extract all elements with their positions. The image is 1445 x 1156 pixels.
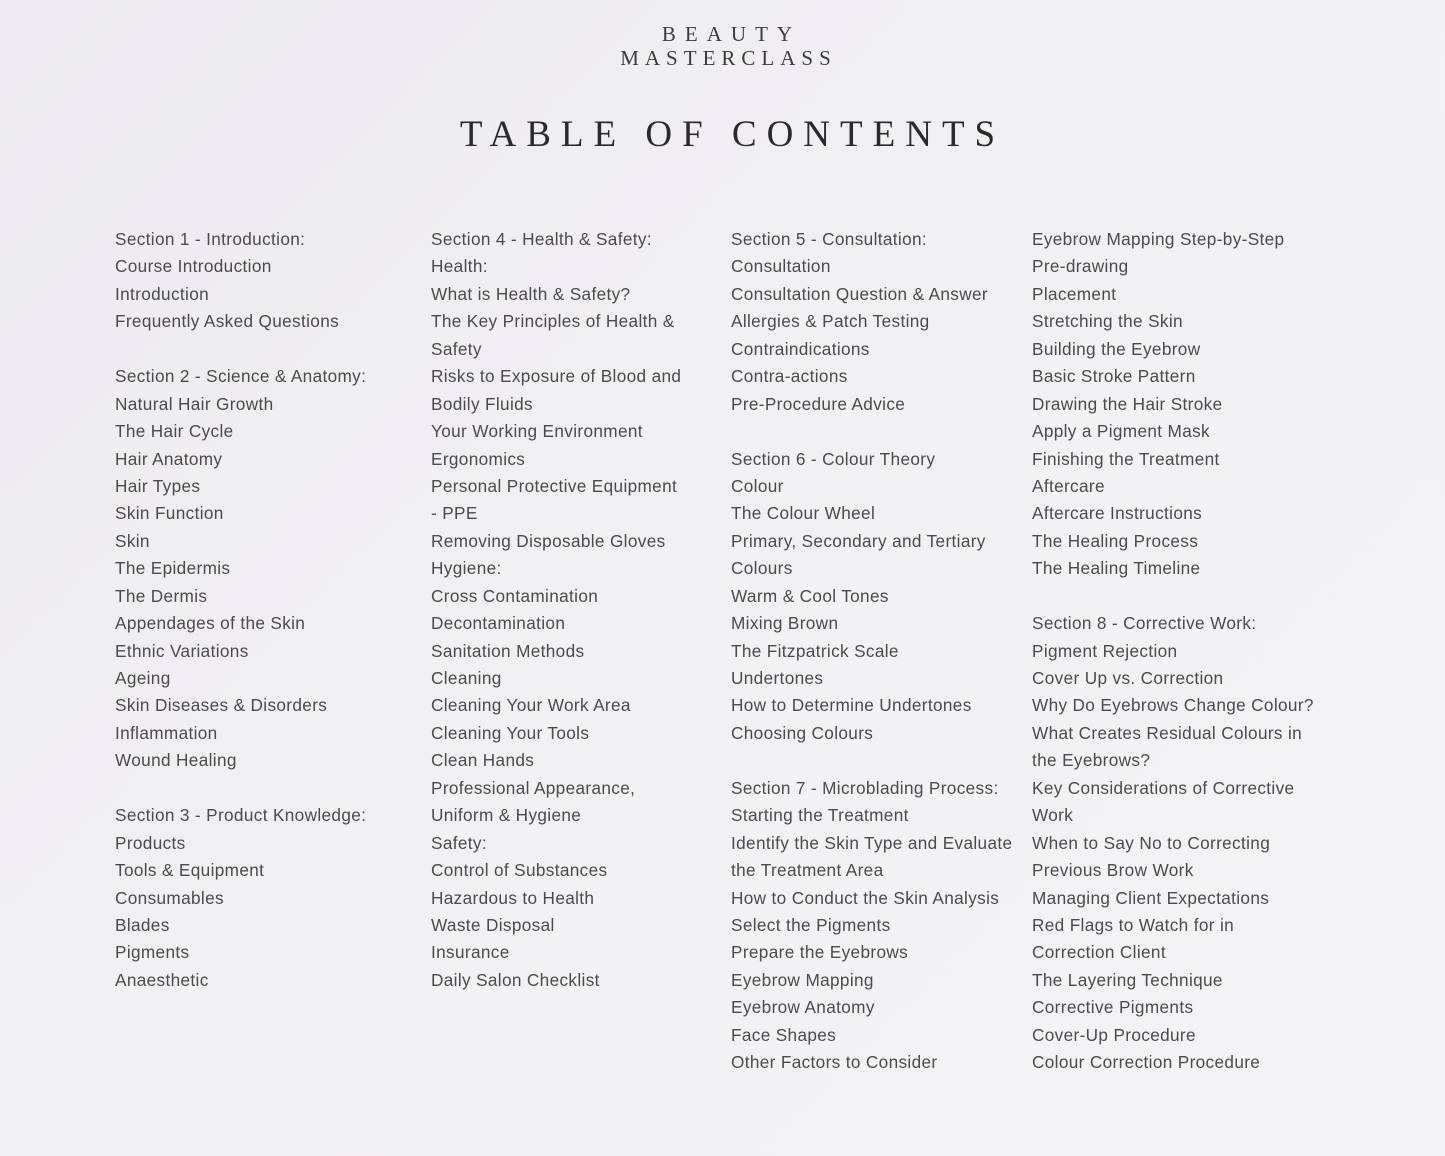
toc-entry: Eyebrow Mapping (731, 969, 874, 990)
toc-entry: Risks to Exposure of Blood and (431, 366, 682, 387)
toc-entry: Face Shapes (731, 1024, 837, 1045)
toc-entry: Eyebrow Mapping Step-by-Step (1032, 229, 1285, 249)
toc-entry: Other Factors to Consider (731, 1052, 938, 1073)
toc-entry: Choosing Colours (731, 722, 874, 743)
toc-entry: Identify the Skin Type and Evaluate (731, 832, 1013, 853)
section-spacer (115, 775, 415, 802)
toc-entry: Select the Pigments (731, 914, 891, 935)
toc-entry: Consumables (115, 887, 224, 908)
section-spacer (1032, 583, 1332, 610)
toc-entry: Health: (431, 256, 488, 277)
toc-entry: Appendages of the Skin (115, 613, 306, 634)
toc-entry: Introduction (115, 283, 210, 304)
toc-section-heading: Section 1 - Introduction: (115, 229, 306, 249)
toc-entry: Blades (115, 914, 170, 935)
toc-entry: Safety (431, 338, 482, 359)
toc-entry: Building the Eyebrow (1032, 338, 1201, 359)
toc-entry: - PPE (431, 503, 478, 524)
toc-entry: Consultation (731, 256, 831, 277)
toc-section-heading: Section 3 - Product Knowledge: (115, 805, 367, 826)
brand-name-line-1: BEAUTY (661, 22, 802, 46)
toc-entry: Apply a Pigment Mask (1032, 421, 1210, 442)
toc-entry: Warm & Cool Tones (731, 585, 889, 606)
toc-entry: Decontamination (431, 613, 566, 634)
toc-entry: Skin Function (115, 503, 224, 524)
toc-entry: Safety: (431, 832, 487, 853)
toc-entry: Work (1032, 805, 1074, 826)
toc-entry: Colour Correction Procedure (1032, 1052, 1261, 1073)
toc-section-heading: Section 5 - Consultation: (731, 229, 928, 249)
toc-entry: The Layering Technique (1032, 969, 1223, 990)
toc-section-heading: Section 8 - Corrective Work: (1032, 613, 1257, 634)
toc-entry: Managing Client Expectations (1032, 887, 1270, 908)
toc-section-heading: Section 4 - Health & Safety: (431, 229, 652, 249)
toc-entry: Pre-Procedure Advice (731, 393, 906, 414)
toc-entry: Placement (1032, 283, 1117, 304)
brand-name-line-2: MASTERCLASS (620, 46, 837, 70)
toc-entry: Cross Contamination (431, 585, 599, 606)
toc-entry: Cleaning Your Work Area (431, 695, 631, 716)
toc-entry: The Epidermis (115, 558, 231, 579)
toc-entry: When to Say No to Correcting (1032, 832, 1271, 853)
toc-entry: Contraindications (731, 338, 870, 359)
toc-entry: Cover Up vs. Correction (1032, 668, 1224, 688)
toc-entry: Hygiene: (431, 558, 502, 579)
toc-entry: Mixing Brown (731, 613, 839, 634)
toc-entry: Finishing the Treatment (1032, 448, 1220, 469)
toc-entry: Contra-actions (731, 366, 848, 387)
toc-section-heading: Section 2 - Science & Anatomy: (115, 366, 367, 387)
toc-entry: Hazardous to Health (431, 887, 595, 908)
toc-entry: Red Flags to Watch for in (1032, 914, 1235, 935)
toc-entry: The Colour Wheel (731, 503, 876, 524)
toc-entry: Aftercare Instructions (1032, 503, 1203, 524)
toc-entry: The Hair Cycle (115, 421, 234, 442)
toc-entry: Waste Disposal (431, 914, 555, 935)
toc-entry: Prepare the Eyebrows (731, 942, 909, 963)
toc-entry: Basic Stroke Pattern (1032, 366, 1196, 387)
toc-entry: Consultation Question & Answer (731, 283, 988, 304)
toc-entry: Undertones (731, 668, 824, 688)
toc-entry: the Eyebrows? (1032, 750, 1151, 771)
toc-entry: What Creates Residual Colours in (1032, 722, 1303, 743)
toc-entry: Control of Substances (431, 860, 608, 881)
toc-entry: Products (115, 832, 186, 853)
toc-column-2 (431, 226, 721, 994)
toc-entry: Hair Types (115, 475, 201, 496)
toc-entry: The Healing Timeline (1032, 558, 1201, 579)
toc-entry: Previous Brow Work (1032, 860, 1194, 881)
toc-entry: Why Do Eyebrows Change Colour? (1032, 695, 1314, 716)
toc-entry: Hair Anatomy (115, 448, 223, 469)
toc-section-heading: Section 7 - Microblading Process: (731, 777, 999, 798)
toc-entry: Clean Hands (431, 750, 535, 771)
toc-entry: Inflammation (115, 722, 218, 743)
toc-entry: The Healing Process (1032, 530, 1199, 551)
toc-entry: Cleaning Your Tools (431, 722, 590, 743)
toc-entry: Bodily Fluids (431, 393, 533, 414)
toc-entry: The Dermis (115, 585, 208, 606)
toc-entry: Insurance (431, 942, 510, 963)
toc-entry: Allergies & Patch Testing (731, 311, 930, 332)
toc-entry: Aftercare (1032, 475, 1105, 496)
toc-column-3 (731, 226, 1026, 1077)
toc-entry: Removing Disposable Gloves (431, 530, 666, 551)
toc-entry: Uniform & Hygiene (431, 805, 582, 826)
toc-entry: Personal Protective Equipment (431, 475, 678, 496)
toc-entry: Cleaning (431, 668, 502, 688)
toc-entry: Pigments (115, 942, 190, 963)
toc-entry: Eyebrow Anatomy (731, 997, 875, 1018)
toc-entry: Skin Diseases & Disorders (115, 695, 328, 716)
section-spacer (731, 747, 1026, 774)
toc-entry: Ethnic Variations (115, 640, 249, 661)
toc-entry: the Treatment Area (731, 860, 884, 881)
toc-entry: Pigment Rejection (1032, 640, 1178, 661)
toc-entry: Stretching the Skin (1032, 311, 1183, 332)
toc-entry: Professional Appearance, (431, 777, 636, 798)
toc-entry: Starting the Treatment (731, 805, 909, 826)
toc-entry: How to Determine Undertones (731, 695, 972, 716)
section-spacer (731, 418, 1026, 445)
toc-entry: Corrective Pigments (1032, 997, 1194, 1018)
toc-entry: Correction Client (1032, 942, 1166, 963)
toc-entry: Skin (115, 530, 150, 551)
toc-entry: Primary, Secondary and Tertiary (731, 530, 986, 551)
toc-entry: Natural Hair Growth (115, 393, 274, 414)
toc-entry: Key Considerations of Corrective (1032, 777, 1295, 798)
toc-entry: The Key Principles of Health & (431, 311, 675, 332)
toc-entry: Sanitation Methods (431, 640, 585, 661)
page-title: TABLE OF CONTENTS (459, 114, 1006, 155)
toc-entry: Colour (731, 475, 784, 496)
toc-entry: Pre-drawing (1032, 256, 1129, 277)
toc-entry: How to Conduct the Skin Analysis (731, 887, 1000, 908)
toc-column-1 (115, 226, 415, 994)
toc-entry: Drawing the Hair Stroke (1032, 393, 1223, 414)
toc-entry: Your Working Environment (431, 421, 643, 442)
toc-entry: Anaesthetic (115, 969, 209, 990)
toc-entry: Ergonomics (431, 448, 526, 469)
section-spacer (115, 336, 415, 363)
toc-section-heading: Section 6 - Colour Theory (731, 448, 936, 469)
toc-entry: Course Introduction (115, 256, 272, 277)
toc-entry: Colours (731, 558, 793, 579)
toc-entry: Ageing (115, 668, 171, 688)
toc-entry: The Fitzpatrick Scale (731, 640, 899, 661)
toc-entry: Tools & Equipment (115, 860, 265, 881)
toc-entry: What is Health & Safety? (431, 283, 631, 304)
toc-entry: Frequently Asked Questions (115, 311, 340, 332)
toc-entry: Wound Healing (115, 750, 237, 771)
toc-entry: Cover-Up Procedure (1032, 1024, 1196, 1045)
toc-column-4 (1032, 226, 1332, 1077)
toc-entry: Daily Salon Checklist (431, 969, 600, 990)
